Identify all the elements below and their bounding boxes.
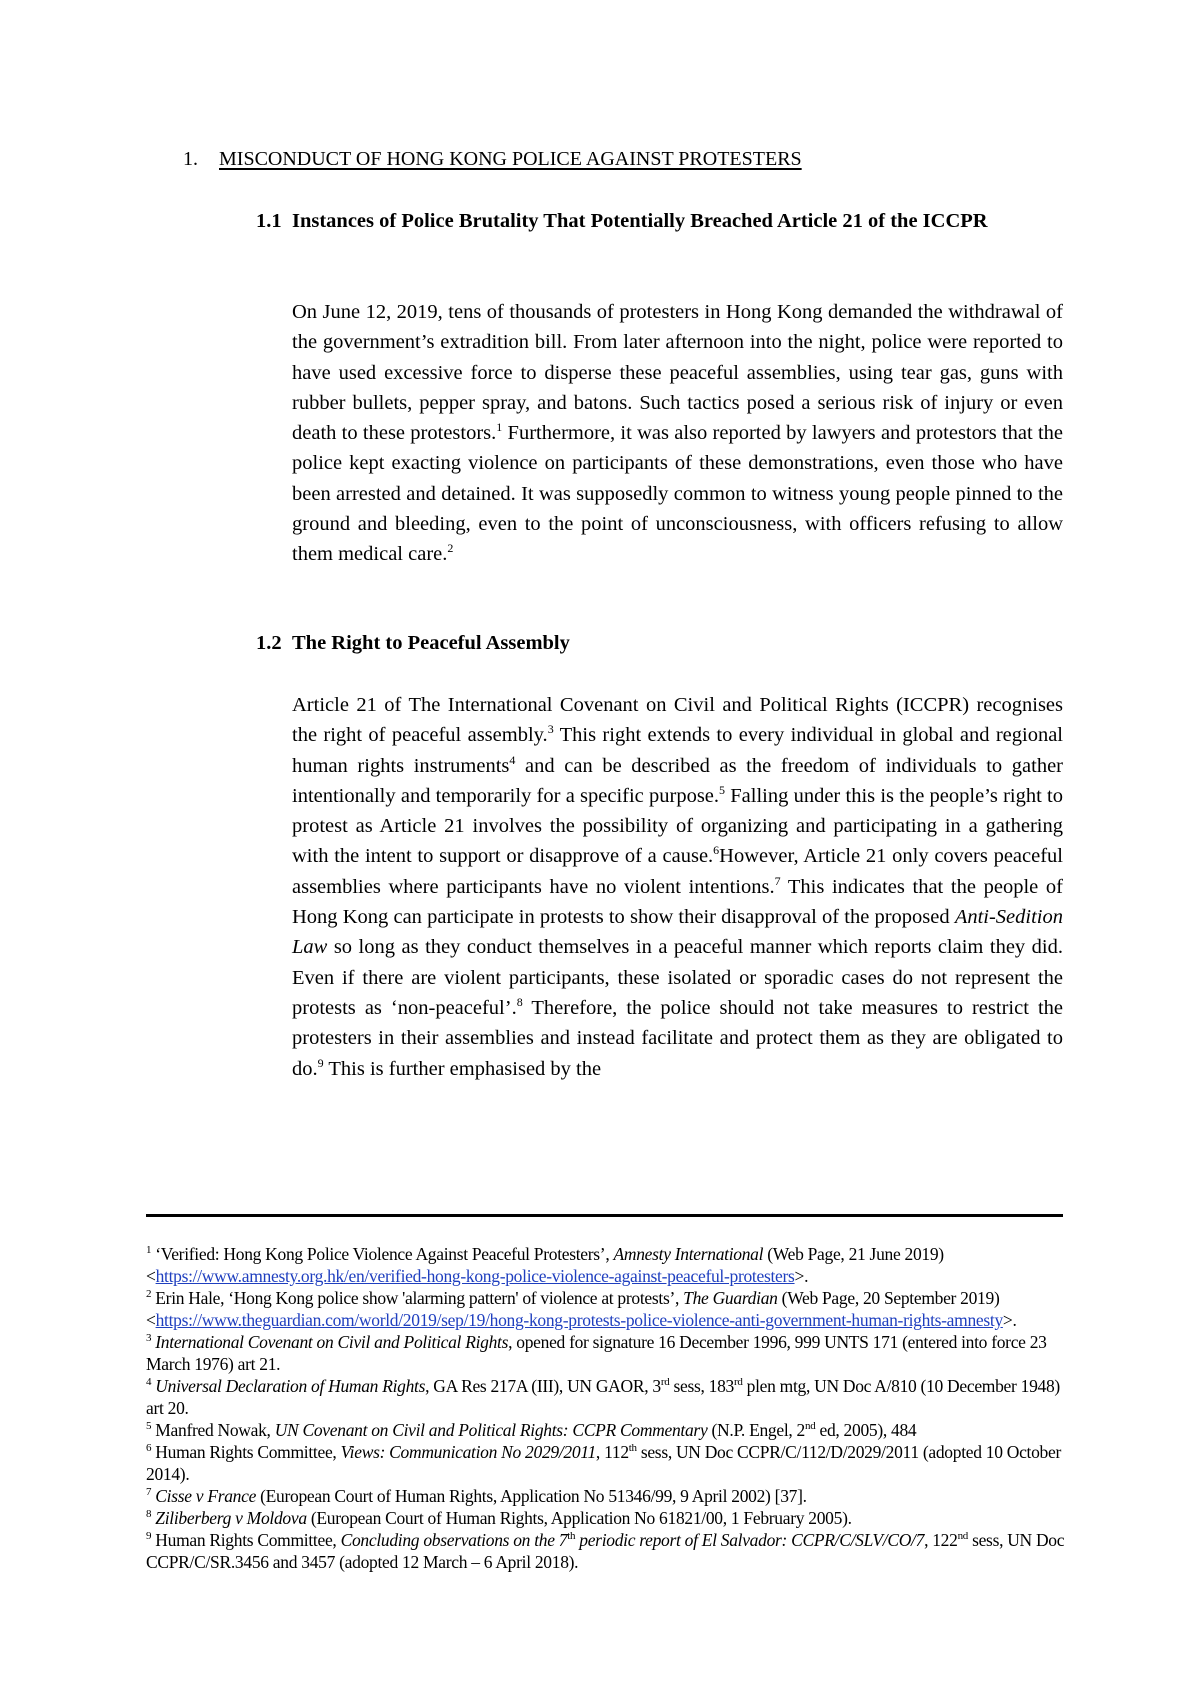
footnote-ref-7: 7 xyxy=(774,873,781,888)
section-title: MISCONDUCT OF HONG KONG POLICE AGAINST PROTESTERS xyxy=(219,148,802,170)
law-name: Anti-Sedition Law xyxy=(292,906,1063,959)
footnote-separator xyxy=(146,1214,1063,1217)
footnote-ref-1: 1 xyxy=(496,420,503,435)
footnotes xyxy=(146,1243,1066,1573)
footnote-2: $^2$ Erin Hale, ‘Hong Kong police show 'alarming pattern' of violence at protests’, The Guardian (Web Page, 20 September 2019) <https://www.theguardian.com/world/2019/sep/19/hong-kong-protests-police-violence-anti-government-human-rights-amnesty>. xyxy=(146,1288,1017,1330)
footnote-9: $^9$ Human Rights Committee, Concluding observations on the 7th periodic report of El Salvador: CCPR/C/SLV/CO/7, 122nd sess, UN Doc CCPR/C/SR.3456 and 3457 (adopted 12 March – 6 April 2018). xyxy=(146,1530,1065,1572)
footnote-1-link[interactable]: https://www.amnesty.org.hk/en/verified-hong-kong-police-violence-against-peaceful-protesters xyxy=(155,1266,795,1286)
footnote-5: $^5$ Manfred Nowak, UN Covenant on Civil and Political Rights: CCPR Commentary (N.P. Engel, 2nd ed, 2005), 484 xyxy=(146,1420,917,1440)
subsection-title: Instances of Police Brutality That Potentially Breached Article 21 of the ICCPR xyxy=(292,210,988,232)
subsection-number: 1.2 xyxy=(256,632,282,654)
footnote-3: $^3$ International Covenant on Civil and Political Rights, opened for signature 16 December 1996, 999 UNTS 171 (entered into force 23 March 1976) art 21. xyxy=(146,1332,1047,1374)
subsection-title: The Right to Peaceful Assembly xyxy=(292,632,570,654)
footnote-ref-6: 6 xyxy=(713,843,720,858)
footnote-7: $^7$ Cisse v France (European Court of Human Rights, Application No 51346/99, 9 April 2002) [37]. xyxy=(146,1486,807,1506)
footnote-2-link[interactable]: https://www.theguardian.com/world/2019/sep/19/hong-kong-protests-police-violence-anti-government-human-rights-amnesty xyxy=(155,1310,1003,1330)
footnote-6: $^6$ Human Rights Committee, Views: Communication No 2029/2011, 112th sess, UN Doc CCPR/C/112/D/2029/2011 (adopted 10 October 2014). xyxy=(146,1442,1061,1484)
subsection-heading-1-2 xyxy=(256,629,1056,658)
section-heading xyxy=(183,147,1083,171)
footnote-ref-3: 3 xyxy=(547,722,554,737)
subsection-heading-1-1 xyxy=(256,207,1056,236)
footnote-4: $^4$ Universal Declaration of Human Rights, GA Res 217A (III), UN GAOR, 3rd sess, 183rd plen mtg, UN Doc A/810 (10 December 1948) art 20. xyxy=(146,1376,1060,1418)
paragraph-police-brutality: On June 12, 2019, tens of thousands of protesters in Hong Kong demanded the withdrawal of the government’s extradition bill. From later afternoon into the night, police were reported to have used excessive force to disperse these peaceful assemblies, using tear gas, guns with rubber bullets, pepper spray, and batons. Such tactics posed a serious risk of injury or even death to these protestors.$^1$ Furthermore, it was also reported by lawyers and protestors that the police kept exacting violence on participants of these demonstrations, even those who have been arrested and detained. It was supposedly common to witness young people pinned to the ground and bleeding, even to the point of unconsciousness, with officers refusing to allow them medical care.$^2$ xyxy=(292,301,1064,566)
section-number: 1. xyxy=(183,148,198,170)
footnote-ref-8: 8 xyxy=(516,995,523,1010)
footnote-ref-4: 4 xyxy=(509,752,516,767)
footnote-8: $^8$ Ziliberberg v Moldova (European Court of Human Rights, Application No 61821/00, 1 February 2005). xyxy=(146,1508,852,1528)
footnote-ref-9: 9 xyxy=(317,1055,324,1070)
subsection-number: 1.1 xyxy=(256,210,282,232)
footnote-ref-5: 5 xyxy=(719,783,726,798)
footnote-1: $^1$ ‘Verified: Hong Kong Police Violence Against Peaceful Protesters’, Amnesty International (Web Page, 21 June 2019) <https://www.amnesty.org.hk/en/verified-hong-kong-police-violence-against-peaceful-protesters>. xyxy=(146,1244,944,1286)
footnote-ref-2: 2 xyxy=(447,541,454,556)
paragraph-right-to-assembly: Article 21 of The International Covenant on Civil and Political Rights (ICCPR) recognises the right of peaceful assembly.$^3$ This right extends to every individual in global and regional human rights instruments$^4$ and can be described as the freedom of individuals to gather intentionally and temporarily for a specific purpose.$^5$ Falling under this is the people’s right to protest as Article 21 involves the possibility of organizing and participating in a gathering with the intent to support or disapprove of a cause.$^6$However, Article 21 only covers peaceful assemblies where participants have no violent intentions.$^7$ This indicates that the people of Hong Kong can participate in protests to show their disapproval of the proposed Anti-Sedition Law so long as they conduct themselves in a peaceful manner which reports claim they did. Even if there are violent participants, these isolated or sporadic cases do not represent the protests as ‘non-peaceful’.$^8$ Therefore, the police should not take measures to restrict the protesters in their assemblies and instead facilitate and protect them as they are obligated to do.$^9$ This is further emphasised by the xyxy=(292,694,1063,1080)
